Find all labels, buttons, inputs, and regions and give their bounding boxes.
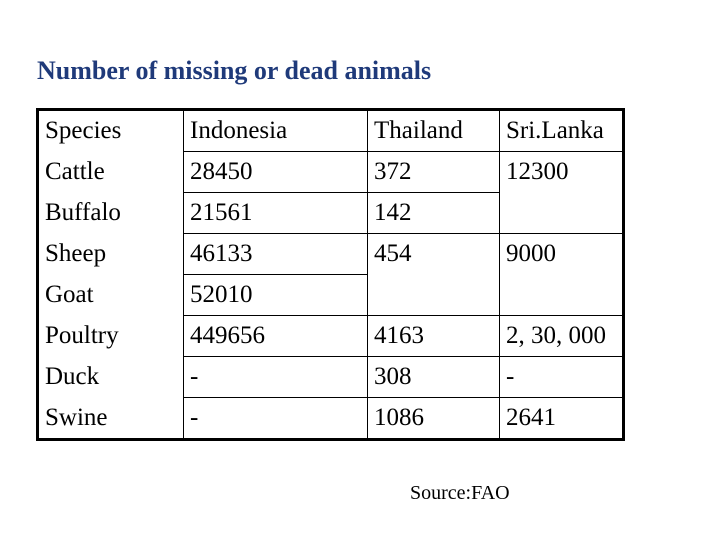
cell-srilanka: 2, 30, 000 xyxy=(500,316,624,357)
cell-srilanka: 12300 xyxy=(500,152,624,234)
table-row xyxy=(38,398,624,440)
cell-thailand: 1086 xyxy=(368,398,500,440)
cell-species: Buffalo xyxy=(38,193,184,234)
table-header-row xyxy=(38,110,624,152)
cell-indonesia: 28450 xyxy=(184,152,368,193)
cell-indonesia: 52010 xyxy=(184,275,368,316)
cell-species: Poultry xyxy=(38,316,184,357)
cell-thailand: 4163 xyxy=(368,316,500,357)
cell-species: Swine xyxy=(38,398,184,440)
cell-srilanka: 9000 xyxy=(500,234,624,316)
source-note: Source:FAO xyxy=(410,482,510,504)
table-row xyxy=(38,357,624,398)
cell-srilanka: 2641 xyxy=(500,398,624,440)
table-row xyxy=(38,152,624,193)
page-title: Number of missing or dead animals xyxy=(37,56,432,85)
cell-species: Duck xyxy=(38,357,184,398)
cell-thailand: 142 xyxy=(368,193,500,234)
header-thailand: Thailand xyxy=(368,110,500,152)
table-row xyxy=(38,316,624,357)
cell-thailand: 454 xyxy=(368,234,500,316)
cell-species: Cattle xyxy=(38,152,184,193)
header-indonesia: Indonesia xyxy=(184,110,368,152)
cell-indonesia: 21561 xyxy=(184,193,368,234)
cell-species: Goat xyxy=(38,275,184,316)
cell-thailand: 308 xyxy=(368,357,500,398)
cell-indonesia: - xyxy=(184,398,368,440)
cell-thailand: 372 xyxy=(368,152,500,193)
cell-srilanka: - xyxy=(500,357,624,398)
cell-species: Sheep xyxy=(38,234,184,275)
table-row xyxy=(38,234,624,275)
cell-indonesia: - xyxy=(184,357,368,398)
header-species: Species xyxy=(38,110,184,152)
animals-table xyxy=(36,108,625,441)
cell-indonesia: 46133 xyxy=(184,234,368,275)
cell-indonesia: 449656 xyxy=(184,316,368,357)
header-srilanka: Sri.Lanka xyxy=(500,110,624,152)
